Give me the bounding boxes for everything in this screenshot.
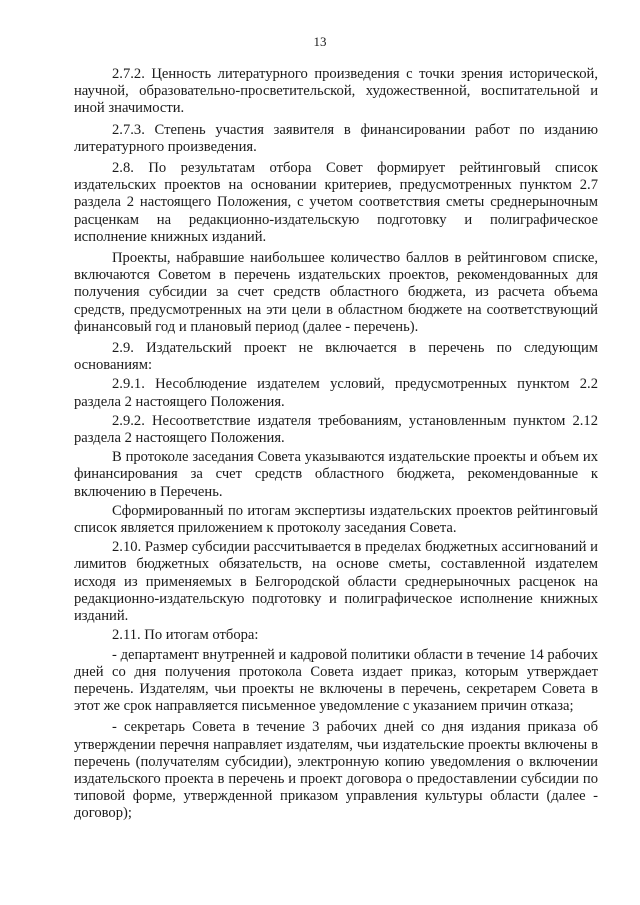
- paragraph-2-7-2: 2.7.2. Ценность литературного произведения с точки зрения исторической, научной, образовательно-просветительской, художественной, воспитательной и иной значимости.: [74, 66, 598, 117]
- paragraph-2-7-3: 2.7.3. Степень участия заявителя в финансировании работ по изданию литературного произведения.: [74, 121, 598, 155]
- paragraph-2-9-1: 2.9.1. Несоблюдение издателем условий, предусмотренных пунктом 2.2 раздела 2 настоящего Положения.: [74, 376, 598, 410]
- paragraph-2-9-2: 2.9.2. Несоответствие издателя требованиям, установленным пунктом 2.12 раздела 2 настоящего Положения.: [74, 412, 598, 447]
- paragraph-2-10: 2.10. Размер субсидии рассчитывается в пределах бюджетных ассигнований и лимитов бюджетных обязательств, на основе сметы, составленной издателем исходя из применяемых в Белгородской области среднерыночных расценок на редакционно-издательскую подготовку и полиграфическое исполнение книжных изданий.: [74, 539, 598, 625]
- paragraph-2-8: 2.8. По результатам отбора Совет формирует рейтинговый список издательских проектов на основании критериев, предусмотренных пунктом 2.7 раздела 2 настоящего Положения, с учетом соответствия сметы среднерыночным расценкам на редакционно-издательскую подготовку и полиграфическое исполнение книжных изданий.: [74, 160, 598, 245]
- paragraph-projects-ranking: Проекты, набравшие наибольшее количество баллов в рейтинговом списке, включаются Советом в перечень издательских проектов, рекомендованных для получения субсидии за счет средств областного бюджета, из расчета объема средств, предусмотренных на эти цели в областном бюджете на соответствующий финансовый год и плановый период (далее - перечень).: [74, 250, 598, 335]
- document-body: [74, 66, 598, 827]
- paragraph-rating-list: Сформированный по итогам экспертизы издательских проектов рейтинговый список является приложением к протоколу заседания Совета.: [74, 502, 598, 537]
- paragraph-secretary-notice: - секретарь Совета в течение 3 рабочих дней со дня издания приказа об утверждении перечня направляет издателям, чьи издательские проекты включены в перечень (получателям субсидии), электронную копию уведомления о включении издательского проекта в перечень и проект договора о предоставлении субсидии по типовой форме, утвержденной приказом управления культуры области (далее - договор);: [74, 719, 598, 822]
- paragraph-department-order: - департамент внутренней и кадровой политики области в течение 14 рабочих дней со дня получения протокола Совета издает приказ, которым утверждает перечень. Издателям, чьи проекты не включены в перечень, секретарем Совета в этот же срок направляется письменное уведомление с указанием причин отказа;: [74, 646, 598, 715]
- paragraph-protocol: В протоколе заседания Совета указываются издательские проекты и объем их финансирования за счет средств областного бюджета, рекомендованные к включению в Перечень.: [74, 449, 598, 500]
- paragraph-2-9: 2.9. Издательский проект не включается в перечень по следующим основаниям:: [74, 340, 598, 374]
- paragraph-2-11: 2.11. По итогам отбора:: [112, 627, 259, 644]
- page-number: 13: [313, 34, 327, 49]
